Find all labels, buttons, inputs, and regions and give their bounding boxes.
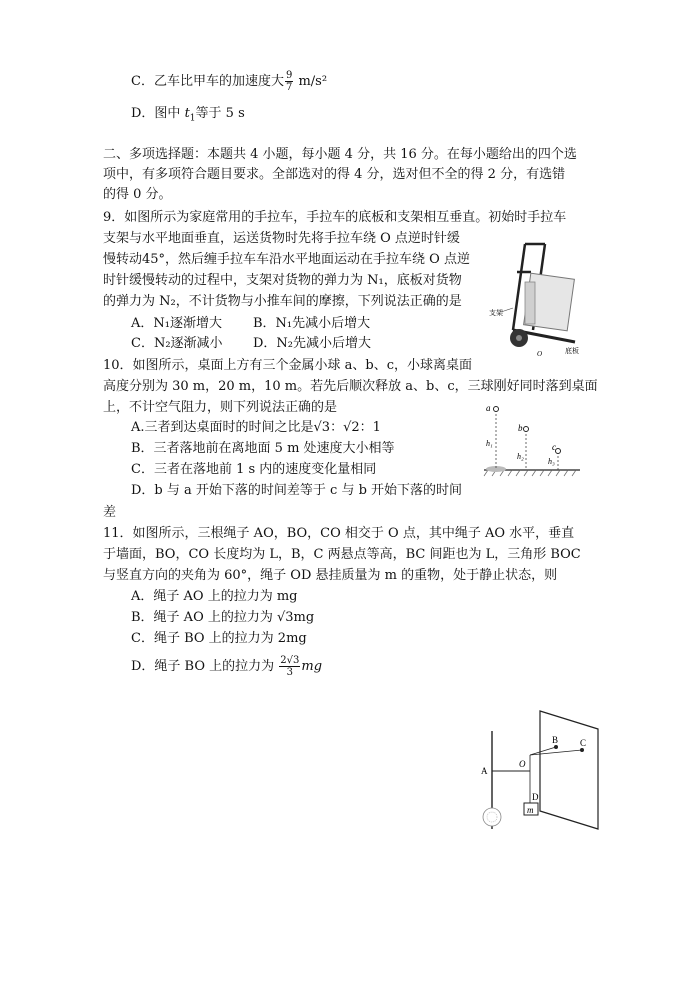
q9-line3: 慢转动45°，然后缠手拉车车沿水平地面运动在手拉车绕 O 点逆 — [103, 252, 470, 267]
q10-line3: 上，不计空气阻力，则下列说法正确的是 — [103, 400, 338, 415]
q11-fraction: $\frac{2√3}{3}$ — [280, 655, 300, 678]
section2-line1: 二、多项选择题：本题共 4 小题，每小题 4 分，共 16 分。在每小题给出的四个选 — [103, 147, 577, 162]
q11-option-a: A．绳子 AO 上的拉力为 mg — [131, 589, 298, 604]
q9-line5: 的弹力为 N₂，不计货物与小推车间的摩擦，下列说法正确的是 — [103, 294, 462, 309]
label-support: 支架 — [489, 309, 503, 317]
label-B: B — [552, 735, 559, 745]
q11-option-b: B．绳子 AO 上的拉力为 √3mg — [131, 610, 315, 625]
section2-line2: 项中，有多项符合题目要求。全部选对的得 4 分，选对但不全的得 2 分，有选错 — [103, 167, 566, 182]
q11-line3: 与竖直方向的夹角为 60°，绳子 OD 悬挂质量为 m 的重物，处于静止状态，则 — [103, 568, 558, 583]
label-A: A — [481, 766, 488, 776]
point-b — [554, 745, 558, 749]
label-h3: h₃ — [548, 457, 555, 466]
q9-line4: 时针缓慢转动的过程中，支架对货物的弹力为 N₁，底板对货物 — [103, 273, 462, 288]
q10-option-c: C．三者在落地前 1 s 内的速度变化量相同 — [131, 462, 377, 477]
label-O: O — [519, 759, 526, 769]
q10-balls-figure — [482, 400, 582, 478]
q9-option-c: C．N₂逐渐减小 — [131, 336, 223, 351]
q8-fraction: $\frac{9}{7}$ — [285, 70, 293, 93]
q10-option-b: B．三者落地前在离地面 5 m 处速度大小相等 — [131, 441, 395, 456]
q8-option-c: C．乙车比甲车的加速度大 $\frac{9}{7}$ m/s² — [131, 70, 328, 93]
q9-line2: 支架与水平地面垂直，运送货物时先将手拉车绕 O 点逆时针缓 — [103, 231, 460, 246]
q10-line1: 10．如图所示，桌面上方有三个金属小球 a、b、c，小球离桌面 — [103, 358, 473, 373]
q10-option-a: A.三者到达桌面时的时间之比是√3：√2：1 — [131, 420, 381, 435]
q9-line1: 9．如图所示为家庭常用的手拉车，手拉车的底板和支架相互垂直。初始时手拉车 — [103, 210, 567, 225]
ball-b — [524, 427, 529, 432]
q11-option-c: C．绳子 BO 上的拉力为 2mg — [131, 631, 307, 646]
section2-line3: 的得 0 分。 — [103, 187, 172, 202]
cargo-side — [525, 282, 535, 324]
label-h2: h₂ — [517, 452, 524, 461]
q11-ropes-figure — [472, 705, 604, 835]
label-h1: h₁ — [486, 439, 493, 448]
q11-line2: 于墙面，BO，CO 长度均为 L，B，C 两悬点等高，BC 间距也为 L，三角形 BOC — [103, 547, 581, 562]
label-a: a — [486, 403, 491, 413]
pole-base-seal — [483, 808, 501, 826]
q10-line2: 高度分别为 30 m，20 m，10 m。若先后顺次释放 a、b、c，三球刚好同时落到桌面 — [103, 379, 598, 394]
label-c: c — [552, 442, 556, 452]
label-D: D — [532, 792, 539, 802]
label-b: b — [518, 423, 523, 433]
label-C: C — [580, 738, 587, 748]
q9-option-d: D．N₂先减小后增大 — [253, 336, 372, 351]
q10-option-d-cont: 差 — [103, 505, 117, 520]
q9-option-a: A．N₁逐渐增大 — [131, 316, 222, 331]
q9-handcart-figure — [485, 232, 595, 360]
q11-line1: 11．如图所示，三根绳子 AO，BO，CO 相交于 O 点，其中绳子 AO 水平，垂直 — [103, 526, 575, 541]
wall-plane — [540, 711, 598, 829]
label-o: O — [537, 350, 543, 358]
label-m: m — [527, 805, 534, 815]
wheel-hub — [516, 335, 522, 341]
q9-option-b: B．N₁先减小后增大 — [253, 316, 371, 331]
point-c — [580, 748, 584, 752]
q11-option-d: D．绳子 BO 上的拉力为 $\frac{2√3}{3}$ mg — [131, 655, 323, 678]
label-board: 底板 — [565, 347, 579, 355]
ball-c — [556, 449, 561, 454]
q8-option-d: D．图中 $t_1$等于 5 s — [131, 106, 245, 124]
q10-option-d: D．b 与 a 开始下落的时间差等于 c 与 b 开始下落的时间 — [131, 483, 463, 498]
ball-a — [494, 407, 499, 412]
